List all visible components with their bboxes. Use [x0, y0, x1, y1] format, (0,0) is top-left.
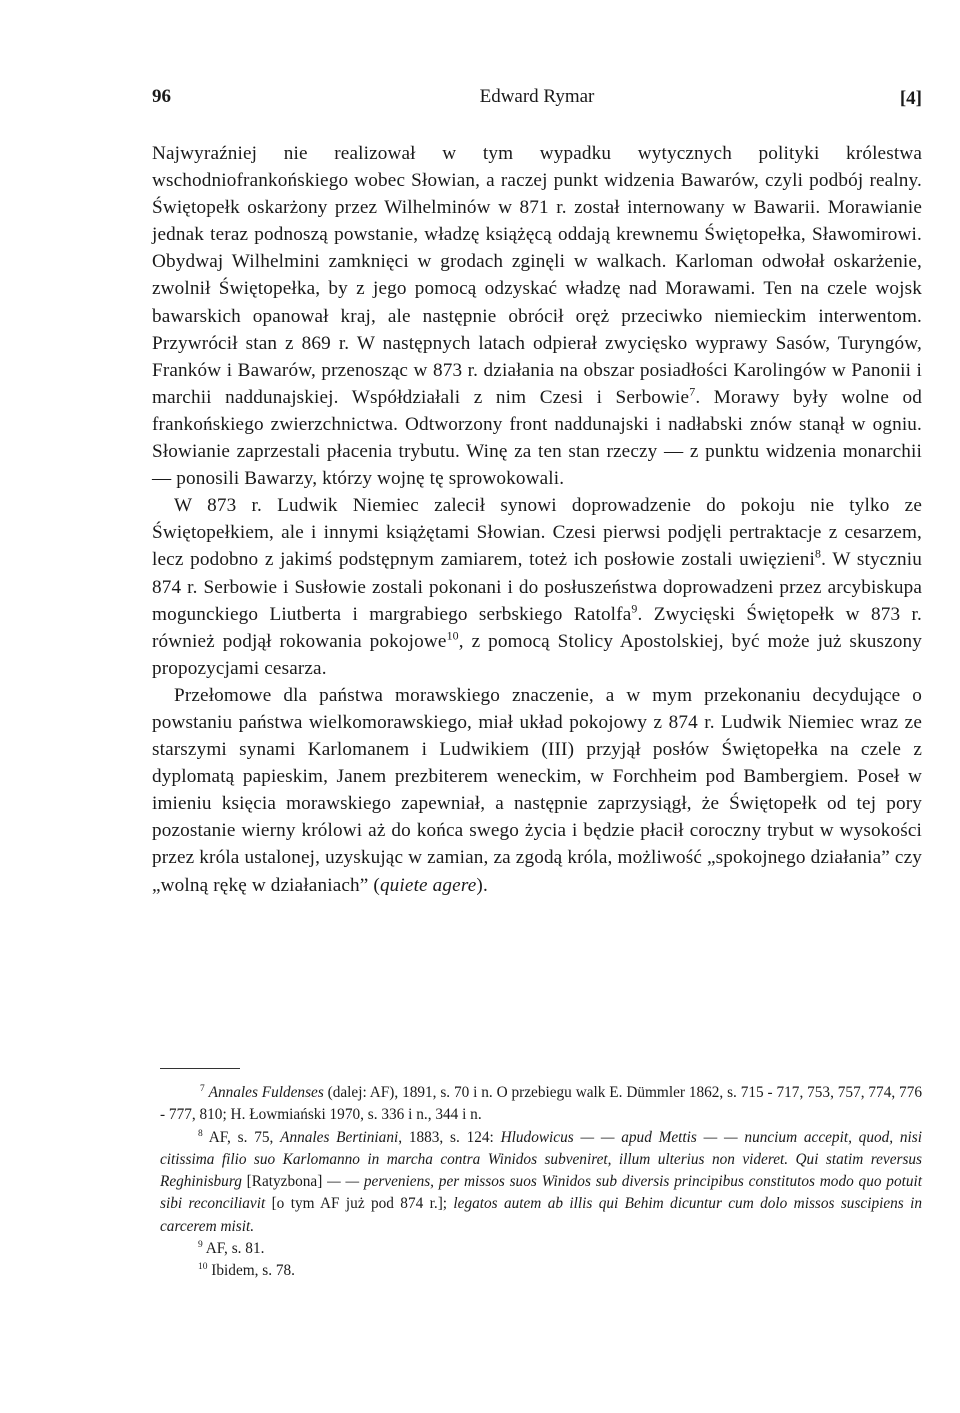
footnote-number: 7	[200, 1083, 205, 1094]
footnote-italic: Annales Fuldenses	[208, 1084, 324, 1101]
main-text	[152, 140, 922, 899]
footnote-ref-9[interactable]: 9	[631, 601, 638, 616]
footnote-ref-7[interactable]: 7	[689, 384, 696, 399]
footnote-number: 8	[198, 1128, 203, 1139]
footnote-10	[160, 1260, 922, 1282]
paragraph-3	[152, 682, 922, 899]
footnote-text: AF, s. 75,	[208, 1128, 281, 1146]
footnote-ref-10[interactable]: 10	[446, 628, 459, 643]
footnote-text: (dalej: AF), 1891, s. 70 i n. O przebiegu walk E. Dümmler 1862, s. 715 - 717, 753, 757, 774, 776 - 777, 810; H. Łowmiański 1970, s. 336 i n., 344 i n.	[160, 1084, 922, 1124]
paragraph-2	[152, 492, 922, 682]
footnote-7	[160, 1082, 922, 1127]
footnote-ref-8[interactable]: 8	[815, 547, 822, 562]
paragraph-text: . Zwycięski Świętopełk w 873 r. również podjął rokowania pokojowe	[152, 603, 922, 652]
latin-phrase: quiete agere	[379, 874, 477, 896]
paragraph-text: Przełomowe dla państwa morawskiego znaczenie, a w mym przekonaniu decydujące o powstaniu państwa wielkomorawskiego, miał układ pokojowy z 874 r. Ludwik Niemiec wraz ze starszymi synami Karlomanem i Ludwikiem (III) przyjął posłów Świętopełka na czele z dyplomatą papieskim, Janem prezbiterem weneckim, w Forchheim pod Bambergiem. Poseł w imieniu księcia morawskiego zapewniał, a następnie zaprzysiągł, że Świętopełk od tej pory pozostanie wierny królowi aż do końca swego życia i będzie płacił coroczny trybut w wysokości przez króla ustalonej, uzyskując w zamian, za zgodą króla, możliwość „spokojnego działania” czy „wolną rękę w działaniach” (	[152, 684, 922, 896]
section-marker: [4]	[899, 88, 922, 109]
footnote-number: 9	[198, 1239, 203, 1250]
paragraph-text: , z pomocą Stolicy Apostolskiej, być może już skuszony propozycjami cesarza.	[152, 630, 922, 679]
paragraph-text: Najwyraźniej nie realizował w tym wypadku wytycznych polityki królestwa wschodniofrankońskiego wobec Słowian, a raczej punkt widzenia Bawarów, czyli podbój realny. Świętopełk oskarżony przez Wilhelminów w 871 r. został internowany w Bawarii. Morawianie jednak teraz podnoszą powstanie, władzę książęcą oddają krewnemu Świętopełka, Sławomirowi. Obydwaj Wilhelmini zamknięci w grodach zginęli w walkach. Karloman odwołał oskarżenie, zwolnił Świętopełka, by z jego pomocą odzyskać władzę nad Morawami. Ten na czele wojsk bawarskich opanował kraj, ale następnie obrócił oręż przeciwko niemieckim interwentom. Przywrócił stan z 869 r. W następnych latach odpierał zwycięsko wyprawy Sasów, Turyngów, Franków i Bawarów, przenosząc w 873 r. działania na obszar posiadłości Karolingów w Panonii i marchii naddunajskiej. Współdziałali z nim Czesi i Serbowie	[152, 143, 922, 408]
footnote-8	[160, 1127, 922, 1238]
footnote-text: Ibidem, s. 78.	[211, 1262, 295, 1280]
footnote-9	[160, 1238, 922, 1260]
footnote-text: , 1883, s. 124:	[398, 1128, 501, 1146]
footnotes	[160, 1082, 922, 1283]
footnote-text: [Ratyzbona]	[241, 1173, 328, 1191]
running-author: Edward Rymar	[479, 86, 595, 107]
footnote-italic: — — perveniens, per missos suos Winidos sub diversis principibus constitutos modo quo potuit sibi reconciliavit	[160, 1173, 922, 1213]
paragraph-text: . Morawy były wolne od frankońskiego zwierzchnictwa. Odtworzony front naddunajski i nadłabski znów stanął w ogniu. Słowianie zaprzestali płacenia trybutu. Winę za ten stan rzeczy — z punktu widzenia monarchii — ponosili Bawarzy, którzy wojnę tę sprowokowali.	[152, 386, 922, 490]
page-number: 96	[152, 86, 171, 107]
footnote-number: 10	[198, 1262, 208, 1273]
paragraph-1	[152, 140, 922, 492]
footnote-italic: Hludowicus — — apud Mettis — — nuncium accepit, quod, nisi citissima filio suo Karlomanno in marcha contra Winidos subveniret, illum ulterius non videret. Qui statim reversus Reghinisburg	[160, 1128, 922, 1191]
footnote-text: AF, s. 81.	[205, 1240, 265, 1258]
footnote-text: [o tym AF już pod 874 r.];	[265, 1195, 454, 1213]
footnote-separator	[160, 1068, 240, 1069]
paragraph-text: W 873 r. Ludwik Niemiec zalecił synowi doprowadzenie do pokoju nie tylko ze Świętopełkiem, ale i innymi książętami Słowian. Czesi pierwsi podjęli pertraktacje z cesarzem, lecz podobno z jakimś podstępnym zamiarem, toteż ich posłowie zostali uwięzieni	[152, 495, 922, 571]
footnote-italic: legatos autem ab illis qui Behim dicuntur cum dolo missos suscipiens in carcerem misit.	[160, 1195, 922, 1235]
paragraph-text: . W styczniu 874 r. Serbowie i Susłowie zostali pokonani i do posłuszeństwa doprowadzeni przez arcybiskupa mogunckiego Liutberta i margrabiego serbskiego Ratolfa	[152, 549, 922, 625]
running-header	[152, 86, 922, 116]
footnote-italic: Annales Bertiniani	[280, 1128, 399, 1146]
paragraph-text: ).	[476, 874, 488, 896]
